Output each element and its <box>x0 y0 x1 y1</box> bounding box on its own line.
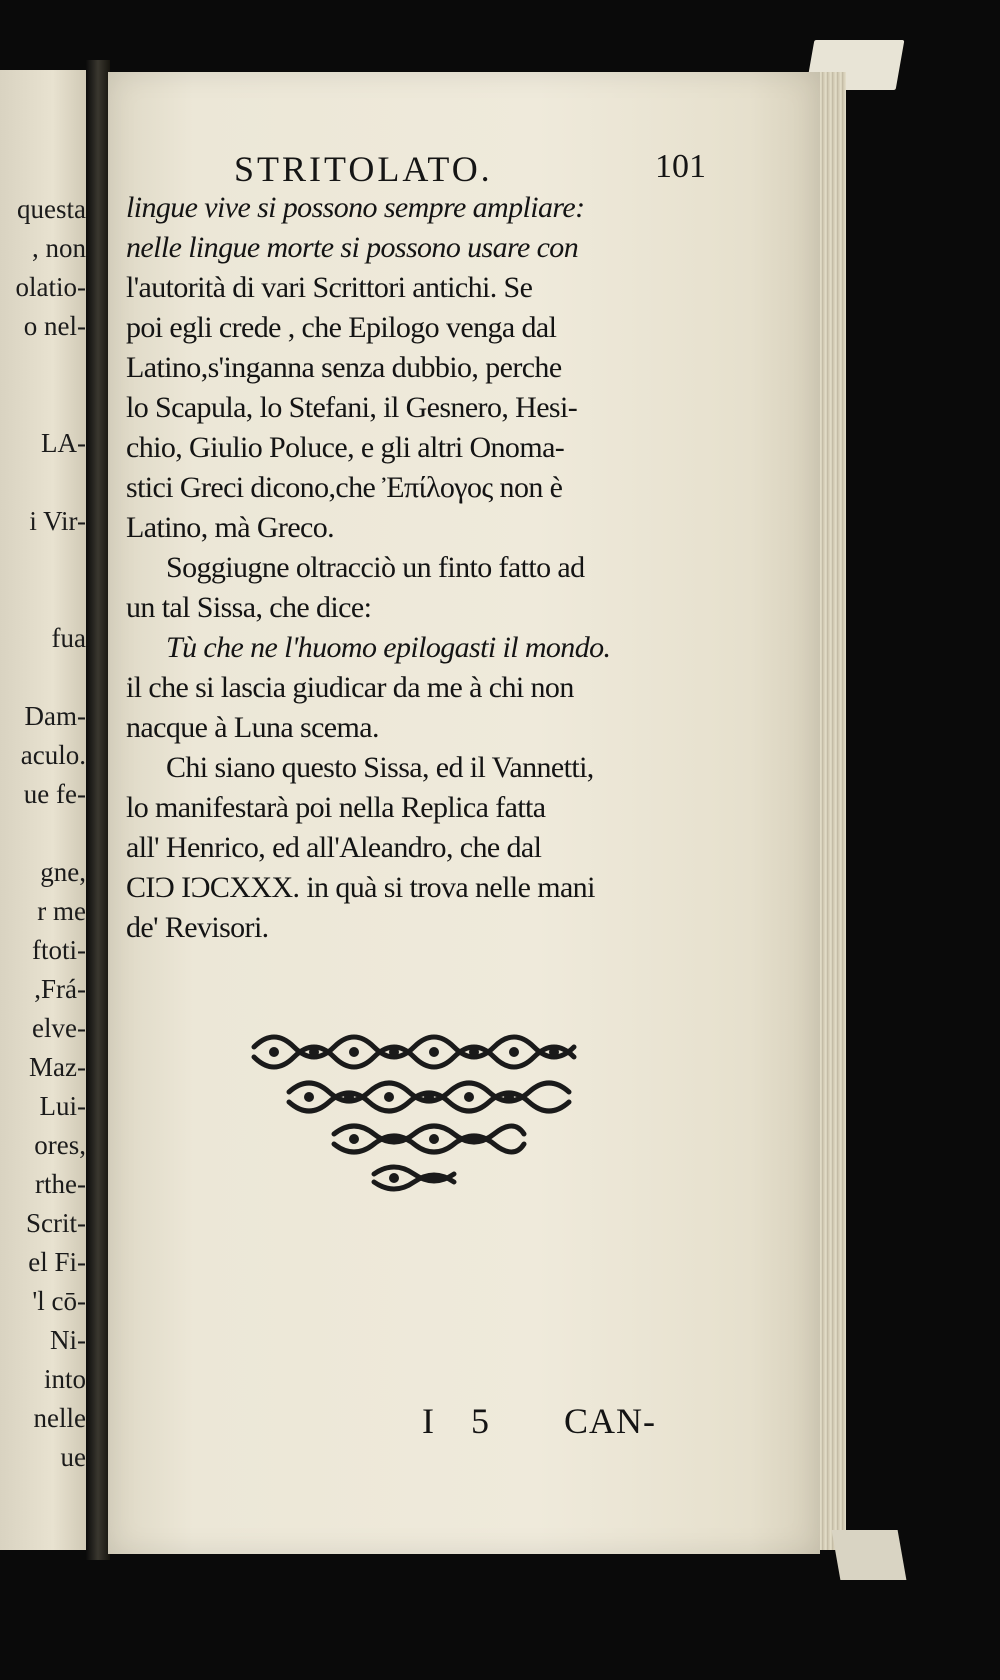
left-page-line: questa <box>17 194 86 224</box>
left-page <box>0 70 88 1550</box>
left-page-text <box>2 190 86 1477</box>
catchword: CAN- <box>564 1401 656 1441</box>
body-text <box>126 188 706 948</box>
page-edges <box>818 72 846 1550</box>
left-page-line: olatio- <box>15 272 86 302</box>
text-line: lo Scapula, lo Stefani, il Gesnero, Hesi- <box>126 391 578 424</box>
left-page-line: gne, <box>40 857 86 887</box>
text-line: Soggiugne oltracciò un finto fatto ad <box>166 551 585 584</box>
left-page-line: ue <box>60 1442 86 1472</box>
text-line: poi egli crede , che Epilogo venga dal <box>126 311 557 344</box>
text-line: lo manifestarà poi nella Replica fatta <box>126 791 546 824</box>
text-line: Latino,s'inganna senza dubbio, perche <box>126 351 562 384</box>
running-title: STRITOLATO. <box>234 149 493 189</box>
left-page-line: Dam- <box>24 701 86 731</box>
right-page <box>108 72 820 1554</box>
left-page-line: rthe- <box>35 1169 86 1199</box>
left-page-line: into <box>43 1364 86 1394</box>
left-page-line: Maz- <box>29 1052 86 1082</box>
printers-ornament-icon <box>244 1022 604 1192</box>
left-page-line: ue fe- <box>23 779 86 809</box>
text-line: nelle lingue morte si possono usare con <box>126 231 579 264</box>
cover-corner-bottom <box>832 1530 907 1580</box>
page-footer <box>126 1400 706 1444</box>
left-page-line: nelle <box>33 1403 86 1433</box>
text-line: un tal Sissa, che dice: <box>126 591 372 624</box>
text-line: lingue vive si possono sempre ampliare: <box>126 191 585 224</box>
book-gutter <box>86 60 110 1560</box>
left-page-line <box>2 346 86 385</box>
text-line: Latino, mà Greco. <box>126 511 335 544</box>
text-line: chio, Giulio Poluce, e gli altri Onoma- <box>126 431 565 464</box>
left-page-line: , non <box>32 233 86 263</box>
text-line: de' Revisori. <box>126 911 269 944</box>
left-page-line <box>2 385 86 424</box>
text-line: Chi siano questo Sissa, ed il Vannetti, <box>166 751 594 784</box>
left-page-line: Ni- <box>50 1325 86 1355</box>
left-page-line: el Fi- <box>28 1247 86 1277</box>
left-page-line: LA- <box>41 428 86 458</box>
left-page-line <box>2 814 86 853</box>
left-page-line: fua <box>51 623 86 653</box>
running-head <box>126 148 706 188</box>
left-page-line: Scrit- <box>26 1208 86 1238</box>
left-page-line <box>2 580 86 619</box>
left-page-line <box>2 463 86 502</box>
text-line: il che si lascia giudicar da me à chi non <box>126 671 574 704</box>
page-number: 101 <box>655 148 706 185</box>
text-line: all' Henrico, ed all'Aleandro, che dal <box>126 831 542 864</box>
text-line: Tù che ne l'huomo epilogasti il mondo. <box>166 631 611 664</box>
text-line: CIƆ IƆCXXX. in quà si trova nelle mani <box>126 871 595 904</box>
text-line: nacque à Luna scema. <box>126 711 379 744</box>
text-line: l'autorità di vari Scrittori antichi. Se <box>126 271 533 304</box>
left-page-line: r me <box>37 896 86 926</box>
left-page-line <box>2 658 86 697</box>
left-page-line: i Vir- <box>29 506 86 536</box>
left-page-line: o nel- <box>23 311 86 341</box>
left-page-line: Lui- <box>39 1091 86 1121</box>
left-page-line: ftoti- <box>32 935 86 965</box>
left-page-line: 'l cō- <box>32 1286 86 1316</box>
left-page-line: elve- <box>32 1013 86 1043</box>
signature-mark: I 5 <box>422 1401 503 1441</box>
left-page-line: ,Frá- <box>34 974 86 1004</box>
left-page-line: ores, <box>34 1130 86 1160</box>
text-line: stici Greci dicono,che Ἐπίλογος non è <box>126 471 563 504</box>
left-page-line: aculo. <box>20 740 86 770</box>
left-page-line <box>2 541 86 580</box>
